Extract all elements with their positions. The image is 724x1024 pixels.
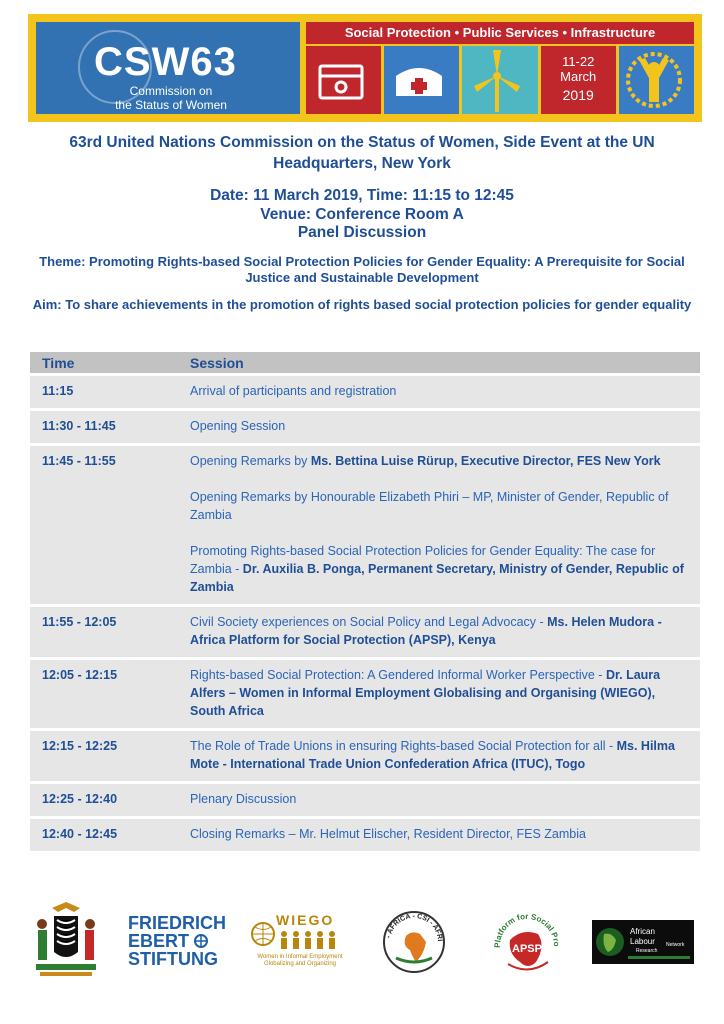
alrn-line-3: Research — [636, 948, 658, 954]
event-venue: Venue: Conference Room A — [260, 205, 464, 223]
row-session — [178, 784, 700, 816]
session-item — [190, 452, 688, 470]
session-text: Plenary Discussion — [190, 792, 297, 806]
banner-tagline: Social Protection • Public Services • Infrastructure — [306, 22, 694, 44]
wind-turbine-icon — [462, 46, 537, 114]
session-item — [190, 488, 688, 524]
row-time: 12:40 - 12:45 — [30, 819, 178, 851]
table-row — [30, 411, 700, 443]
african-labour-research-network-logo — [592, 920, 694, 964]
csw63-subtitle-line-2: the Status of Women — [115, 98, 227, 112]
fes-logo — [128, 914, 228, 970]
session-item — [190, 613, 688, 649]
wiego-tagline-2: Globalizing and Organizing — [263, 961, 337, 967]
session-text: Rights-based Social Protection: A Gendered Informal Worker Perspective - — [190, 668, 606, 682]
alrn-line-4: Network — [666, 942, 685, 948]
money-icon — [306, 46, 381, 114]
globe-icon — [194, 934, 208, 948]
row-session — [178, 660, 700, 728]
session-item — [190, 666, 688, 720]
fes-line-2 — [128, 932, 228, 950]
event-year: 2019 — [562, 87, 594, 103]
fes-line-2-text: EBERT — [128, 931, 190, 951]
workers-figures-icon — [278, 930, 342, 950]
csw63-logo-title: CSW63 — [94, 40, 237, 84]
fes-line-3: STIFTUNG — [128, 949, 218, 969]
session-item — [190, 542, 688, 596]
session-text: Opening Session — [190, 419, 286, 433]
row-session — [178, 607, 700, 657]
row-session — [178, 446, 700, 604]
table-row — [30, 660, 700, 728]
apsp-name: APSP — [512, 943, 542, 955]
banner-icon-row — [306, 46, 694, 114]
zambia-coat-of-arms-icon — [30, 900, 102, 980]
row-session — [178, 376, 700, 408]
event-month: March — [560, 69, 597, 84]
fes-line-1: FRIEDRICH — [128, 913, 226, 933]
column-header-time: Time — [30, 352, 178, 373]
row-time: 12:05 - 12:15 — [30, 660, 178, 728]
event-date-range: 11-22 — [562, 54, 595, 69]
globe-icon — [250, 914, 276, 954]
event-aim: Aim: To share achievements in the promotion of rights based social protection policies for gender equality — [32, 297, 692, 312]
session-speaker: Ms. Bettina Luise Rürup, Executive Director, FES New York — [310, 454, 661, 468]
wiego-name: WIEGO — [276, 912, 335, 928]
event-theme: Theme: Promoting Rights-based Social Protection Policies for Gender Equality: A Prerequisite for Social Justice and Sustainable Development — [39, 254, 685, 285]
wiego-tagline-1: Women in Informal Employment — [257, 954, 343, 960]
session-text: Opening Remarks by Honourable Elizabeth Phiri – MP, Minister of Gender, Republic of Zambia — [190, 490, 669, 522]
column-header-session: Session — [178, 352, 700, 373]
table-row — [30, 819, 700, 851]
csw63-logo-panel — [36, 22, 300, 114]
schedule-table — [30, 349, 700, 854]
alrn-line-2: Labour — [630, 937, 655, 946]
table-row — [30, 731, 700, 781]
session-speaker: Dr. Laura Alfers – Women in Informal Employment Globalising and Organising (WIEGO), South Africa — [190, 668, 661, 718]
row-time: 11:30 - 11:45 — [30, 411, 178, 443]
event-date-time: Date: 11 March 2019, Time: 11:15 to 12:45 — [210, 187, 514, 204]
session-text: Arrival of participants and registration — [190, 384, 397, 398]
theme-panel — [306, 22, 694, 114]
row-time: 11:45 - 11:55 — [30, 446, 178, 604]
session-speaker: Dr. Auxilia B. Ponga, Permanent Secretary, Ministry of Gender, Republic of Zambia — [190, 562, 684, 594]
wiego-logo — [250, 912, 342, 974]
csw63-subtitle-line-1: Commission on — [129, 84, 213, 98]
ituc-ring-text: - AFRICA - CSI - AFRI — [385, 912, 444, 942]
row-time: 12:15 - 12:25 — [30, 731, 178, 781]
session-text: The Role of Trade Unions in ensuring Rights-based Social Protection for all - — [190, 739, 617, 753]
session-speaker: Ms. Helen Mudora - Africa Platform for Social Protection (APSP), Kenya — [190, 615, 662, 647]
table-row — [30, 784, 700, 816]
row-time: 11:55 - 12:05 — [30, 607, 178, 657]
alrn-line-1: African — [630, 927, 655, 936]
schedule-header-row — [30, 352, 700, 373]
ituc-africa-logo — [378, 906, 450, 978]
session-text: Opening Remarks by — [190, 454, 311, 468]
row-session — [178, 819, 700, 851]
partner-logos — [30, 900, 694, 980]
apsp-ring-text: Platform for Social Pro — [492, 911, 562, 948]
table-row — [30, 376, 700, 408]
session-text: Civil Society experiences on Social Policy and Legal Advocacy - — [190, 615, 548, 629]
row-time: 11:15 — [30, 376, 178, 408]
wiego-tagline — [250, 954, 350, 968]
event-details — [30, 187, 694, 243]
session-text: Closing Remarks – Mr. Helmut Elischer, Resident Director, FES Zambia — [190, 827, 586, 841]
session-text: Promoting Rights-based Social Protection Policies for Gender Equality: The case for Zambia - — [190, 544, 656, 576]
apsp-logo — [488, 906, 566, 978]
csw63-logo-subtitle — [96, 84, 246, 112]
event-banner — [28, 14, 702, 122]
session-speaker: Ms. Hilma Mote - International Trade Union Confederation Africa (ITUC), Togo — [190, 739, 675, 771]
event-dates-panel — [541, 46, 616, 114]
event-format: Panel Discussion — [297, 224, 427, 241]
medical-cross-icon — [384, 46, 459, 114]
person-raised-arms-icon — [619, 46, 694, 114]
row-time: 12:25 - 12:40 — [30, 784, 178, 816]
event-title: 63rd United Nations Commission on the Status of Women, Side Event at the UN Headquarters, New York — [69, 134, 655, 172]
row-session — [178, 411, 700, 443]
session-item — [190, 737, 688, 773]
table-row — [30, 607, 700, 657]
row-session — [178, 731, 700, 781]
table-row — [30, 446, 700, 604]
